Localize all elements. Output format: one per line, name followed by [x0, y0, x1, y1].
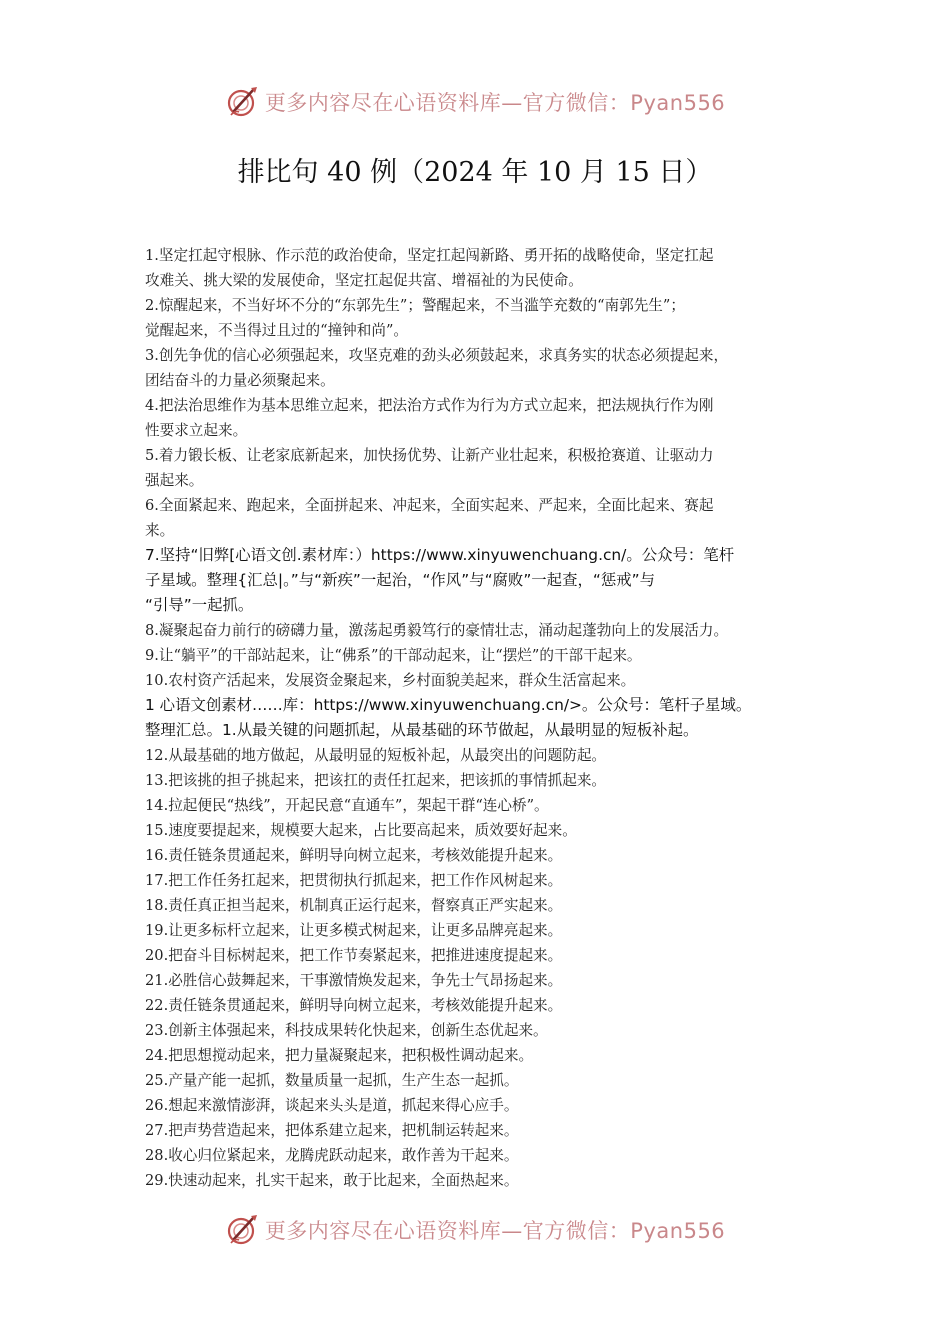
- text-line: 2.惊醒起来，不当好坏不分的“东郭先生”；警醒起来，不当滥竽充数的“南郭先生”；: [145, 297, 685, 314]
- text-line: 29.快速动起来，扎实干起来，敢于比起来，全面热起来。: [145, 1172, 519, 1189]
- text-line: 23.创新主体强起来，科技成果转化快起来，创新生态优起来。: [145, 1022, 548, 1039]
- text-line: 1.坚定扛起守根脉、作示范的政治使命，坚定扛起闯新路、勇开拓的战略使命，坚定扛起: [145, 247, 714, 264]
- text-line: 24.把思想搅动起来，把力量凝聚起来，把积极性调动起来。: [145, 1047, 534, 1064]
- text-line: 12.从最基础的地方做起，从最明显的短板补起，从最突出的问题防起。: [145, 747, 607, 764]
- footer-banner: [0, 1210, 950, 1250]
- text-line: 1 心语文创素材……库：https://www.xinyuwenchuang.cn/>。公众号：笔杆子星域。: [145, 696, 752, 714]
- text-line: 25.产量产能一起抓，数量质量一起抓，生产生态一起抓。: [145, 1072, 519, 1089]
- text-line: “引导”一起抓。: [145, 596, 254, 614]
- text-line: 6.全面紧起来、跑起来，全面拼起来、冲起来，全面实起来、严起来，全面比起来、赛起: [145, 497, 714, 514]
- header-banner: [0, 82, 950, 122]
- text-line: 15.速度要提起来，规模要大起来，占比要高起来，质效要好起来。: [145, 822, 577, 839]
- text-line: 攻难关、挑大梁的发展使命，坚定扛起促共富、增福祉的为民使命。: [145, 272, 583, 289]
- text-line: 强起来。: [145, 472, 204, 489]
- text-line: 子星域。整理{汇总|。”与“新疾”一起治，“作风”与“腐败”一起查，“惩戒”与: [145, 571, 655, 589]
- text-line: 7.坚持“旧弊[心语文创.素材库：）https://www.xinyuwenchuang.cn/。公众号：笔杆: [145, 546, 735, 564]
- text-line: 19.让更多标杆立起来，让更多模式树起来，让更多品牌亮起来。: [145, 922, 563, 939]
- text-line: 3.创先争优的信心必须强起来，攻坚克难的劲头必须鼓起来，求真务实的状态必须提起来，: [145, 347, 729, 364]
- text-line: 21.必胜信心鼓舞起来，干事激情焕发起来，争先士气昂扬起来。: [145, 972, 563, 989]
- text-line: 22.责任链条贯通起来，鲜明导向树立起来，考核效能提升起来。: [145, 997, 563, 1014]
- text-line: 觉醒起来，不当得过且过的“撞钟和尚”。: [145, 322, 409, 339]
- text-line: 4.把法治思维作为基本思维立起来，把法治方式作为行为方式立起来，把法规执行作为刚: [145, 397, 714, 414]
- footer-banner-text: 更多内容尽在心语资料库—官方微信：Pyan556: [264, 1219, 726, 1243]
- document-body: [145, 243, 820, 1193]
- text-line: 10.农村资产活起来，发展资金聚起来，乡村面貌美起来，群众生活富起来。: [145, 672, 636, 689]
- text-line: 26.想起来激情澎湃，谈起来头头是道，抓起来得心应手。: [145, 1097, 519, 1114]
- text-line: 8.凝聚起奋力前行的磅礴力量，激荡起勇毅笃行的豪情壮志，涌动起蓬勃向上的发展活力。: [145, 622, 729, 639]
- text-line: 18.责任真正担当起来，机制真正运行起来，督察真正严实起来。: [145, 897, 563, 914]
- brand-logo-icon: [225, 84, 261, 120]
- text-line: 20.把奋斗目标树起来，把工作节奏紧起来，把推进速度提起来。: [145, 947, 563, 964]
- text-line: 整理汇总。1.从最关键的问题抓起，从最基础的环节做起，从最明显的短板补起。: [145, 721, 699, 739]
- text-line: 团结奋斗的力量必须聚起来。: [145, 372, 335, 389]
- text-line: 5.着力锻长板、让老家底新起来，加快扬优势、让新产业壮起来，积极抢赛道、让驱动力: [145, 447, 714, 464]
- brand-logo-icon: [225, 1212, 261, 1248]
- text-line: 14.拉起便民“热线”，开起民意“直通车”，架起干群“连心桥”。: [145, 797, 549, 814]
- text-line: 9.让“躺平”的干部站起来，让“佛系”的干部动起来，让“摆烂”的干部干起来。: [145, 647, 642, 664]
- text-line: 性要求立起来。: [145, 422, 248, 439]
- header-banner-text: 更多内容尽在心语资料库—官方微信：Pyan556: [264, 91, 726, 115]
- page-title: 排比句 40 例（2024 年 10 月 15 日）: [237, 157, 713, 188]
- text-line: 28.收心归位紧起来，龙腾虎跃动起来，敢作善为干起来。: [145, 1147, 519, 1164]
- text-line: 17.把工作任务扛起来，把贯彻执行抓起来，把工作作风树起来。: [145, 872, 563, 889]
- text-line: 13.把该挑的担子挑起来，把该扛的责任扛起来，把该抓的事情抓起来。: [145, 772, 607, 789]
- text-line: 16.责任链条贯通起来，鲜明导向树立起来，考核效能提升起来。: [145, 847, 563, 864]
- text-line: 27.把声势营造起来，把体系建立起来，把机制运转起来。: [145, 1122, 519, 1139]
- text-line: 来。: [145, 522, 175, 539]
